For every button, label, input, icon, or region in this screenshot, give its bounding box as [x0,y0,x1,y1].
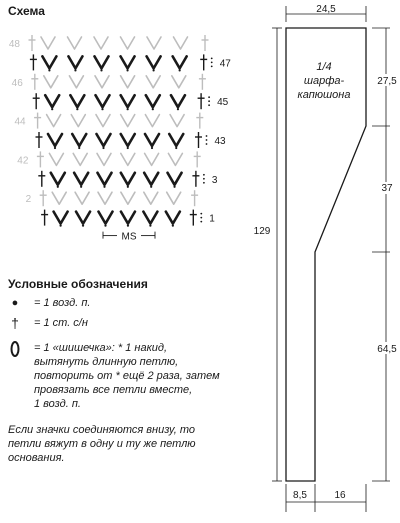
dim-bottom-right: 16 [334,490,346,501]
puff-icon [8,341,22,361]
row-number-label: 43 [214,136,226,147]
chart-row [17,151,200,167]
legend-note: Если значки соединяются внизу, то петли вяжут в одну и ту же петлю основания. [8,424,196,464]
row-number-label: 45 [217,97,229,109]
row-number-label: 3 [211,174,218,186]
row-number-label: 47 [219,58,231,70]
legend-text-dc: = 1 ст. с/н [34,317,88,329]
stitch-chart [0,0,240,260]
chart-row [12,74,206,90]
dim-bottom-height: 64,5 [377,344,397,355]
chart-row [33,93,229,110]
dim-total-height: 129 [253,226,271,237]
dim-top-height: 27,5 [377,76,397,87]
hood-schema [240,0,400,523]
dot-icon: ● [11,297,19,309]
row-number-label: 42 [17,155,29,167]
hood-label-line-1: 1/4 [316,61,332,73]
chart-row [41,210,215,227]
repeat-label: MS [121,231,137,243]
dim-bottom-left: 8,5 [293,490,307,501]
legend-title: Условные обозначения [8,277,148,291]
chart-row [9,35,209,51]
dim-slope-height: 37 [381,183,393,194]
legend-text-chain: = 1 возд. п. [34,297,91,309]
chart-row [14,113,203,129]
chart-row [26,190,198,206]
row-number-label: 46 [11,77,23,89]
dagger-icon: † [11,315,19,331]
row-number-label: 1 [209,213,215,225]
hood-label-line-3: капюшона [297,89,351,101]
repeat-bracket [103,232,155,243]
chart-title: Схема [8,4,45,18]
row-number-label: 2 [25,194,32,206]
chart-row [38,171,218,188]
row-number-label: 48 [8,39,20,50]
hood-label-line-2: шарфа- [303,75,345,87]
chart-row [30,54,231,71]
dim-top-width: 24,5 [316,4,336,15]
chart-row [36,132,227,149]
row-number-label: 44 [14,116,26,128]
legend-text-puff: = 1 «шишечка»: * 1 накид, вытянуть длинную петлю, повторить от * ещё 2 раза, затем провязать все петли вместе, 1 возд. п. [34,342,220,410]
